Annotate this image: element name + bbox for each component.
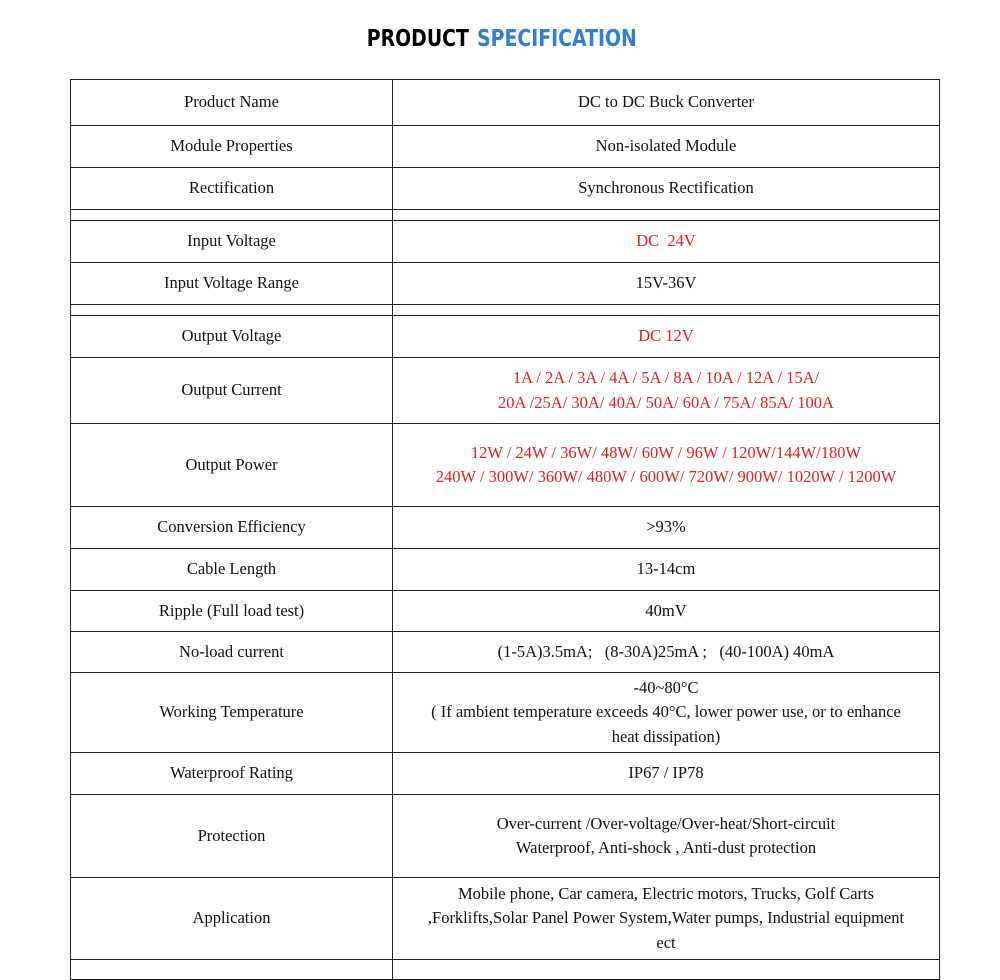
- application-line: ect: [656, 932, 676, 952]
- module-properties-value: Non-isolated Module: [393, 126, 940, 168]
- section-divider: [71, 210, 940, 221]
- row-input-voltage-range: [71, 263, 940, 305]
- working-temperature-value: [393, 673, 940, 753]
- working-temperature-range: -40~80°C: [633, 677, 699, 697]
- section-divider: [71, 305, 940, 316]
- no-load-current-value: (1-5A)3.5mA; (8-30A)25mA ; (40-100A) 40mA: [393, 632, 940, 673]
- row-output-power: [71, 424, 940, 507]
- output-voltage-value: DC 12V: [393, 316, 940, 358]
- cable-length-value: 13-14cm: [393, 549, 940, 591]
- divider-cell: [393, 305, 940, 316]
- divider-cell: [71, 305, 393, 316]
- conversion-efficiency-label: Conversion Efficiency: [71, 507, 393, 549]
- waterproof-rating-label: Waterproof Rating: [71, 753, 393, 795]
- output-current-value: [393, 358, 940, 424]
- output-power-value: [393, 424, 940, 507]
- continuation-cell: [71, 960, 393, 980]
- ripple-label: Ripple (Full load test): [71, 591, 393, 632]
- row-application: [71, 878, 940, 960]
- protection-label: Protection: [71, 795, 393, 878]
- output-current-line: 20A /25A/ 30A/ 40A/ 50A/ 60A / 75A/ 85A/ 100A: [498, 392, 834, 412]
- protection-value: [393, 795, 940, 878]
- row-rectification: [71, 168, 940, 210]
- row-cable-length: [71, 549, 940, 591]
- divider-cell: [71, 210, 393, 221]
- output-current-label: Output Current: [71, 358, 393, 424]
- input-voltage-range-value: 15V-36V: [393, 263, 940, 305]
- application-label: Application: [71, 878, 393, 960]
- protection-line: Over-current /Over-voltage/Over-heat/Short-circuit: [496, 813, 836, 833]
- row-protection: [71, 795, 940, 878]
- input-voltage-value: DC 24V: [393, 221, 940, 263]
- divider-cell: [393, 210, 940, 221]
- continuation-cell: [393, 960, 940, 980]
- waterproof-rating-value: IP67 / IP78: [393, 753, 940, 795]
- product-name-label: Product Name: [71, 80, 393, 126]
- row-waterproof-rating: [71, 753, 940, 795]
- row-module-properties: [71, 126, 940, 168]
- module-properties-label: Module Properties: [71, 126, 393, 168]
- output-current-line: 1A / 2A / 3A / 4A / 5A / 8A / 10A / 12A / 15A/: [512, 368, 820, 387]
- input-voltage-label: Input Voltage: [71, 221, 393, 263]
- cable-length-label: Cable Length: [71, 549, 393, 591]
- working-temperature-note: ( If ambient temperature exceeds 40°C, lower power use, or to enhance: [431, 702, 901, 722]
- no-load-current-label: No-load current: [71, 632, 393, 673]
- specification-table: [70, 79, 940, 980]
- row-conversion-efficiency: [71, 507, 940, 549]
- page-title: [92, 26, 912, 52]
- row-product-name: [71, 80, 940, 126]
- output-power-label: Output Power: [71, 424, 393, 507]
- rectification-value: Synchronous Rectification: [393, 168, 940, 210]
- title-word-product: PRODUCT: [366, 26, 469, 52]
- row-input-voltage: [71, 221, 940, 263]
- rectification-label: Rectification: [71, 168, 393, 210]
- output-voltage-label: Output Voltage: [71, 316, 393, 358]
- output-power-line: 12W / 24W / 36W/ 48W/ 60W / 96W / 120W/144W/180W: [470, 442, 862, 462]
- application-line: Mobile phone, Car camera, Electric motors, Trucks, Golf Carts: [457, 883, 875, 903]
- title-word-specification: SPECIFICATION: [477, 26, 637, 52]
- product-name-value: DC to DC Buck Converter: [393, 80, 940, 126]
- output-power-line: 240W / 300W/ 360W/ 480W / 600W/ 720W/ 900W/ 1020W / 1200W: [435, 467, 897, 486]
- application-line: ,Forklifts,Solar Panel Power System,Water pumps, Industrial equipment: [427, 908, 905, 928]
- input-voltage-range-label: Input Voltage Range: [71, 263, 393, 305]
- row-continuation: [71, 960, 940, 980]
- application-value: [393, 878, 940, 960]
- row-no-load-current: [71, 632, 940, 673]
- conversion-efficiency-value: >93%: [393, 507, 940, 549]
- row-working-temperature: [71, 673, 940, 753]
- ripple-value: 40mV: [393, 591, 940, 632]
- working-temperature-note: heat dissipation): [611, 726, 721, 746]
- row-output-current: [71, 358, 940, 424]
- protection-line: Waterproof, Anti-shock , Anti-dust protection: [515, 838, 817, 857]
- row-ripple: [71, 591, 940, 632]
- working-temperature-label: Working Temperature: [71, 673, 393, 753]
- row-output-voltage: [71, 316, 940, 358]
